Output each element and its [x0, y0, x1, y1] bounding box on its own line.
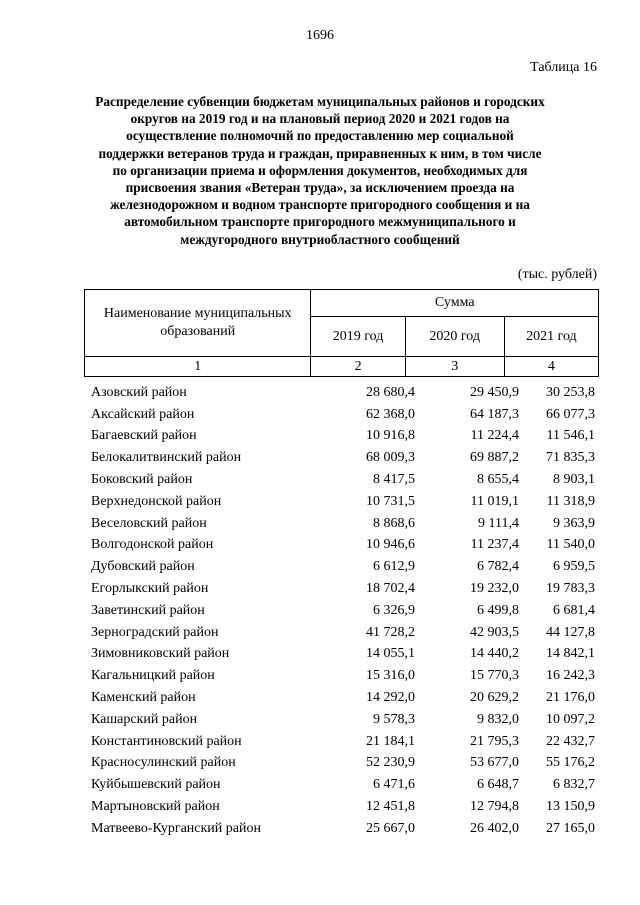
value-2020: 8 655,4 [477, 472, 519, 488]
table-row [84, 774, 599, 796]
value-2021: 55 176,2 [546, 755, 595, 771]
value-2021: 6 681,4 [553, 602, 595, 618]
value-2021: 22 432,7 [546, 733, 595, 749]
row-name: Каменский район [91, 690, 196, 706]
value-2021: 8 903,1 [553, 472, 595, 488]
value-2020: 53 677,0 [470, 755, 519, 771]
value-2021: 11 540,0 [546, 537, 595, 553]
value-2019: 62 368,0 [366, 406, 415, 422]
table-row [84, 796, 599, 818]
table-row [84, 753, 599, 775]
table-row [84, 644, 599, 666]
row-name: Верхнедонской район [91, 493, 222, 509]
value-2019: 10 916,8 [366, 428, 415, 444]
table-row [84, 600, 599, 622]
value-2021: 16 242,3 [546, 668, 595, 684]
value-2020: 9 111,4 [478, 515, 519, 531]
table-header [84, 289, 599, 377]
row-name: Кашарский район [91, 711, 198, 727]
table-row [84, 447, 599, 469]
row-name: Заветинский район [91, 602, 205, 618]
value-2021: 11 318,9 [546, 493, 595, 509]
row-name: Егорлыкский район [91, 581, 209, 597]
value-2019: 25 667,0 [366, 820, 415, 836]
table-row [84, 426, 599, 448]
value-2019: 10 731,5 [366, 493, 415, 509]
value-2019: 9 578,3 [373, 711, 415, 727]
value-2019: 6 326,9 [373, 602, 415, 618]
value-2021: 14 842,1 [546, 646, 595, 662]
col-number-3: 3 [405, 357, 504, 377]
header-year-2021: 2021 год [504, 317, 598, 357]
value-2019: 10 946,6 [366, 537, 415, 553]
col-number-4: 4 [504, 357, 598, 377]
value-2020: 29 450,9 [470, 384, 519, 400]
value-2020: 9 832,0 [477, 711, 519, 727]
header-sum: Сумма [311, 290, 599, 317]
row-name: Куйбышевский район [91, 777, 221, 793]
value-2019: 68 009,3 [366, 450, 415, 466]
table-row [84, 665, 599, 687]
value-2020: 69 887,2 [470, 450, 519, 466]
value-2019: 28 680,4 [366, 384, 415, 400]
row-name: Красносулинский район [91, 755, 236, 771]
value-2019: 12 451,8 [366, 799, 415, 815]
row-name: Дубовский район [91, 559, 195, 575]
value-2019: 15 316,0 [366, 668, 415, 684]
row-name: Аксайский район [91, 406, 195, 422]
value-2021: 44 127,8 [546, 624, 595, 640]
value-2019: 14 292,0 [366, 690, 415, 706]
row-name: Зерноградский район [91, 624, 219, 640]
value-2020: 19 232,0 [470, 581, 519, 597]
table-row [84, 622, 599, 644]
value-2019: 8 868,6 [373, 515, 415, 531]
value-2021: 11 546,1 [546, 428, 595, 444]
col-number-1: 1 [85, 357, 311, 377]
row-name: Волгодонской район [91, 537, 214, 553]
units-label: (тыс. рублей) [517, 267, 597, 282]
value-2020: 14 440,2 [470, 646, 519, 662]
value-2020: 11 019,1 [470, 493, 519, 509]
row-name: Кагальницкий район [91, 668, 215, 684]
value-2020: 26 402,0 [470, 820, 519, 836]
table-row [84, 731, 599, 753]
row-name: Багаевский район [91, 428, 197, 444]
value-2021: 30 253,8 [546, 384, 595, 400]
value-2021: 6 959,5 [553, 559, 595, 575]
value-2019: 21 184,1 [366, 733, 415, 749]
value-2020: 21 795,3 [470, 733, 519, 749]
value-2020: 6 499,8 [477, 602, 519, 618]
col-number-2: 2 [311, 357, 405, 377]
table-row [84, 491, 599, 513]
value-2020: 64 187,3 [470, 406, 519, 422]
table-row [84, 513, 599, 535]
value-2020: 42 903,5 [470, 624, 519, 640]
table-row [84, 818, 599, 840]
table-row [84, 709, 599, 731]
table-row [84, 535, 599, 557]
table-row [84, 556, 599, 578]
value-2019: 18 702,4 [366, 581, 415, 597]
table-row [84, 382, 599, 404]
header-year-2019: 2019 год [311, 317, 405, 357]
value-2020: 6 648,7 [477, 777, 519, 793]
table-title: Распределение субвенции бюджетам муниципальных районов и городских округов на 2019 год и на плановый период 2020 и 2021 годов на осуществление полномочий по предоставлению мер социальной поддержки ветеранов труда и граждан, приравненных к ним, в том числе по организации приема и оформления документов, необходимых для присвоения звания «Ветеран труда», за исключением проезда на железнодорожном и водном транспорте пригородного сообщения и на автомобильном транспорте пригородного межмуниципального и междугородного внутриобластного сообщений [95, 94, 545, 247]
value-2019: 52 230,9 [366, 755, 415, 771]
value-2021: 19 783,3 [546, 581, 595, 597]
value-2020: 15 770,3 [470, 668, 519, 684]
value-2021: 71 835,3 [546, 450, 595, 466]
value-2021: 13 150,9 [546, 799, 595, 815]
value-2021: 21 176,0 [546, 690, 595, 706]
row-name: Азовский район [91, 384, 187, 400]
value-2021: 6 832,7 [553, 777, 595, 793]
row-name: Константиновский район [91, 733, 242, 749]
value-2020: 11 237,4 [470, 537, 519, 553]
value-2019: 6 612,9 [373, 559, 415, 575]
value-2021: 9 363,9 [553, 515, 595, 531]
value-2019: 8 417,5 [373, 472, 415, 488]
value-2019: 41 728,2 [366, 624, 415, 640]
value-2020: 11 224,4 [470, 428, 519, 444]
value-2021: 66 077,3 [546, 406, 595, 422]
value-2021: 27 165,0 [546, 820, 595, 836]
header-year-2020: 2020 год [405, 317, 504, 357]
row-name: Мартыновский район [91, 799, 220, 815]
page-number: 1696 [306, 28, 334, 43]
row-name: Зимовниковский район [91, 646, 230, 662]
table-row [84, 404, 599, 426]
value-2020: 20 629,2 [470, 690, 519, 706]
row-name: Белокалитвинский район [91, 450, 242, 466]
value-2020: 12 794,8 [470, 799, 519, 815]
table-label: Таблица 16 [530, 60, 597, 75]
table-row [84, 578, 599, 600]
row-name: Матвеево-Курганский район [91, 820, 261, 836]
value-2019: 14 055,1 [366, 646, 415, 662]
data-table [84, 382, 599, 840]
header-name: Наименование муниципальных образований [85, 290, 311, 357]
row-name: Веселовский район [91, 515, 207, 531]
table-row [84, 469, 599, 491]
value-2020: 6 782,4 [477, 559, 519, 575]
table-row [84, 687, 599, 709]
row-name: Боковский район [91, 472, 193, 488]
value-2021: 10 097,2 [546, 711, 595, 727]
value-2019: 6 471,6 [373, 777, 415, 793]
